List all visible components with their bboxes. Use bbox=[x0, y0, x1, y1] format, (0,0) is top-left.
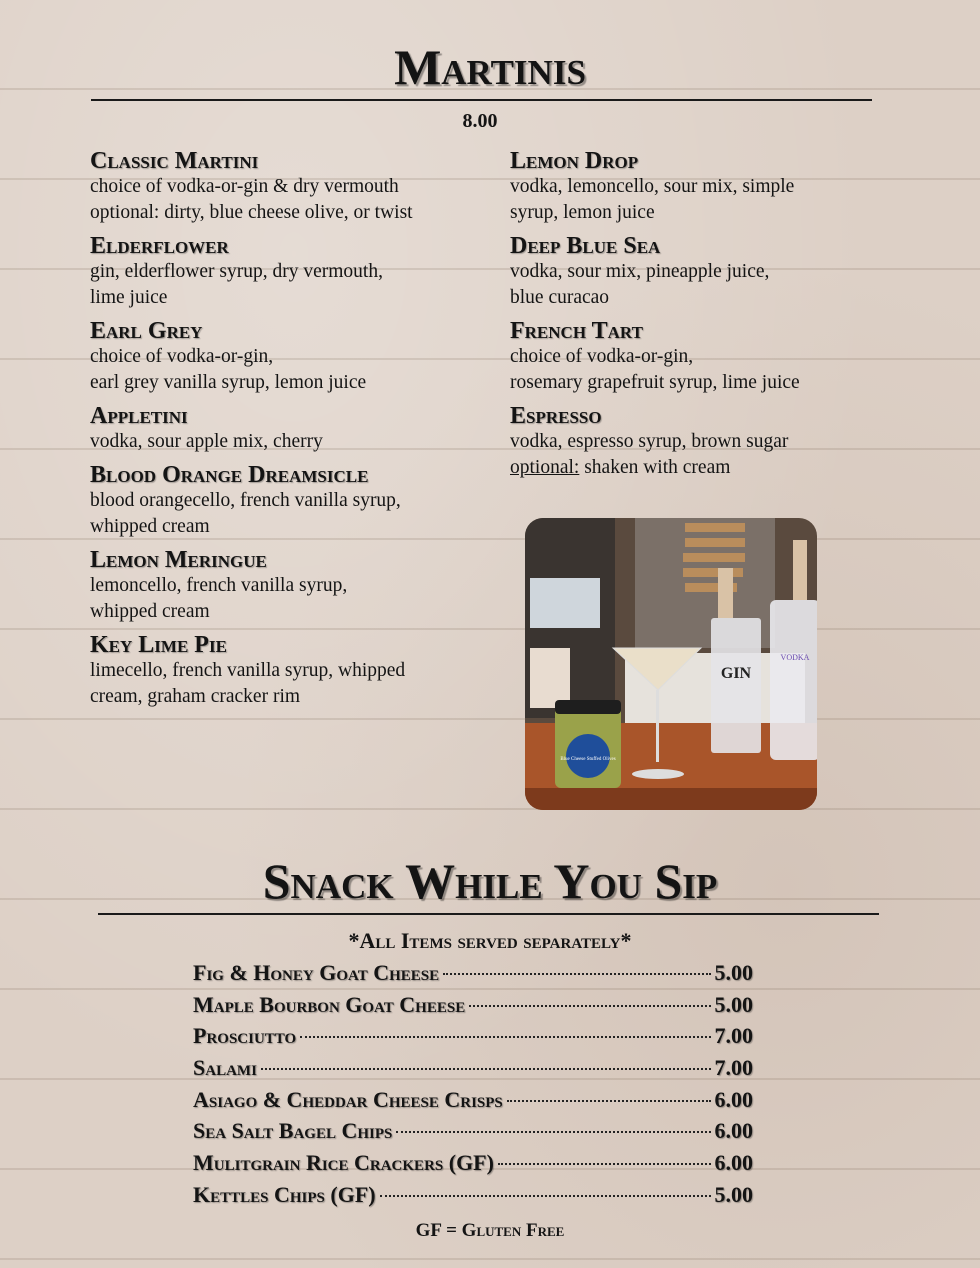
martini-item bbox=[510, 319, 890, 396]
martini-item bbox=[90, 404, 490, 455]
divider bbox=[91, 99, 872, 101]
snack-name: Maple Bourbon Goat Cheese bbox=[193, 991, 466, 1017]
martini-description: whipped cream bbox=[90, 601, 210, 622]
snack-name: Mulitgrain Rice Crackers (GF) bbox=[193, 1150, 494, 1176]
snacks-title: Snack While You Sip bbox=[262, 853, 718, 909]
snack-price: 7.00 bbox=[714, 1055, 753, 1081]
snack-price: 6.00 bbox=[714, 1150, 753, 1176]
dot-leader bbox=[443, 973, 710, 975]
snack-price: 5.00 bbox=[714, 960, 753, 985]
martini-description: vodka, sour apple mix, cherry bbox=[90, 431, 323, 452]
martini-description: gin, elderflower syrup, dry vermouth, bbox=[90, 261, 383, 282]
snack-item bbox=[193, 1055, 753, 1087]
dot-leader bbox=[469, 1005, 710, 1007]
snack-price: 5.00 bbox=[714, 1181, 753, 1207]
martini-price: 8.00 bbox=[462, 110, 498, 132]
snack-item bbox=[193, 992, 753, 1024]
martini-description: vodka, espresso syrup, brown sugar bbox=[510, 431, 789, 452]
martini-description: cream, graham cracker rim bbox=[90, 686, 301, 707]
martini-name: Deep Blue Sea bbox=[510, 233, 661, 259]
martini-name: Classic Martini bbox=[90, 148, 259, 174]
snack-name: Asiago & Cheddar Cheese Crisps bbox=[193, 1086, 503, 1112]
martini-name: Blood Orange Dreamsicle bbox=[90, 462, 369, 488]
snack-item bbox=[193, 1118, 753, 1150]
martini-description: blue curacao bbox=[510, 287, 610, 308]
optional-label: optional: bbox=[510, 457, 580, 478]
dot-leader bbox=[300, 1036, 710, 1038]
martini-name: Lemon Meringue bbox=[90, 547, 267, 573]
martini-description: syrup, lemon juice bbox=[510, 202, 655, 223]
martini-name: Key Lime Pie bbox=[90, 632, 227, 658]
martini-description: choice of vodka-or-gin, bbox=[90, 346, 274, 367]
dot-leader bbox=[261, 1068, 711, 1070]
dot-leader bbox=[380, 1195, 711, 1197]
martini-description: blood orangecello, french vanilla syrup, bbox=[90, 490, 401, 511]
martini-list-right bbox=[510, 149, 890, 489]
snack-price: 6.00 bbox=[714, 1086, 753, 1112]
martinis-title: Martinis bbox=[394, 39, 586, 95]
martini-item bbox=[90, 633, 490, 710]
snack-name: Prosciutto bbox=[193, 1023, 297, 1049]
dot-leader bbox=[396, 1131, 710, 1133]
martini-item bbox=[90, 463, 490, 540]
snack-item bbox=[193, 1023, 753, 1055]
optional-text: shaken with cream bbox=[579, 457, 731, 478]
vodka-label: VODKA bbox=[780, 653, 810, 662]
martini-optional bbox=[510, 455, 890, 481]
martini-item bbox=[90, 548, 490, 625]
snack-item bbox=[193, 1150, 753, 1182]
martini-name: Lemon Drop bbox=[510, 148, 639, 174]
martini-list-left bbox=[90, 149, 490, 718]
martini-description: lemoncello, french vanilla syrup, bbox=[90, 575, 348, 596]
snack-name: Sea Salt Bagel Chips bbox=[193, 1118, 393, 1144]
snack-item bbox=[193, 1087, 753, 1119]
martini-name: Espresso bbox=[510, 403, 602, 429]
snack-name: Fig & Honey Goat Cheese bbox=[193, 960, 440, 985]
martini-item bbox=[90, 319, 490, 396]
martini-name: Earl Grey bbox=[90, 318, 203, 344]
martini-name: French Tart bbox=[510, 318, 643, 344]
dot-leader bbox=[498, 1163, 711, 1165]
martini-description: choice of vodka-or-gin & dry vermouth bbox=[90, 176, 399, 197]
snack-price: 5.00 bbox=[714, 991, 753, 1017]
snack-price: 7.00 bbox=[714, 1023, 753, 1049]
martini-item bbox=[510, 234, 890, 311]
martini-item bbox=[90, 149, 490, 226]
martini-item bbox=[90, 234, 490, 311]
martini-description: vodka, lemoncello, sour mix, simple bbox=[510, 176, 795, 197]
martini-description: optional: dirty, blue cheese olive, or twist bbox=[90, 202, 413, 223]
snack-item bbox=[193, 1182, 753, 1214]
snack-name: Salami bbox=[193, 1055, 257, 1081]
dot-leader bbox=[507, 1100, 711, 1102]
gluten-free-note: GF = Gluten Free bbox=[415, 1220, 565, 1241]
jar-label: Blue Cheese Stuffed Olives bbox=[560, 757, 616, 762]
martini-item bbox=[510, 404, 890, 481]
martini-name: Appletini bbox=[90, 403, 188, 429]
martini-description: rosemary grapefruit syrup, lime juice bbox=[510, 372, 800, 393]
martini-description: whipped cream bbox=[90, 516, 210, 537]
martini-item bbox=[510, 149, 890, 226]
snacks-subtitle: *All Items served separately* bbox=[348, 928, 632, 953]
martini-description: limecello, french vanilla syrup, whipped bbox=[90, 660, 406, 681]
snack-name: Kettles Chips (GF) bbox=[193, 1181, 376, 1207]
martini-name: Elderflower bbox=[90, 233, 229, 259]
martini-photo bbox=[525, 518, 817, 810]
martini-description: lime juice bbox=[90, 287, 168, 308]
gin-label: GIN bbox=[720, 665, 752, 682]
martini-description: vodka, sour mix, pineapple juice, bbox=[510, 261, 770, 282]
divider bbox=[98, 913, 879, 915]
martini-description: choice of vodka-or-gin, bbox=[510, 346, 694, 367]
martini-description: earl grey vanilla syrup, lemon juice bbox=[90, 372, 367, 393]
snack-price: 6.00 bbox=[714, 1118, 753, 1144]
snack-item bbox=[193, 960, 753, 992]
snack-list bbox=[193, 960, 753, 1214]
